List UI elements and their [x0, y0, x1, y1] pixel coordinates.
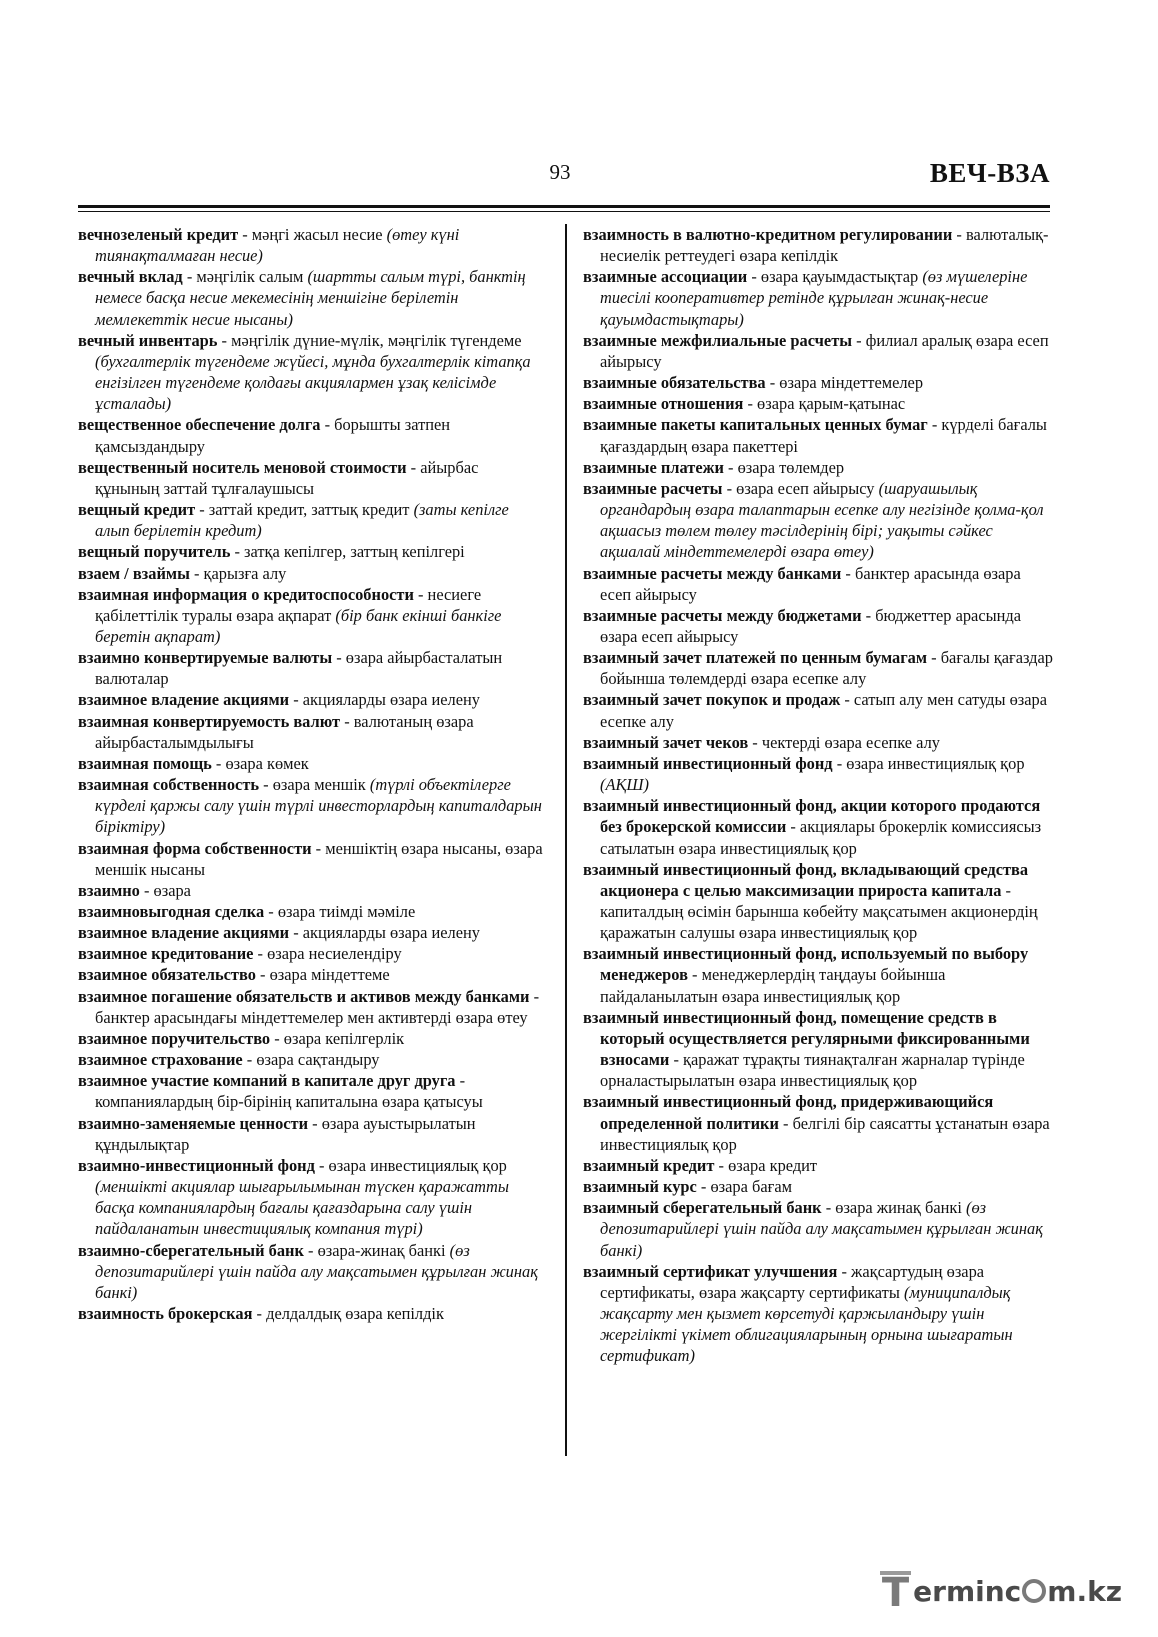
entry-term: взаимные пакеты капитальных ценных бумаг [583, 415, 928, 435]
entry-definition: - белгілі бір саясатты ұстанатын өзара инвестициялық қор [600, 1113, 1050, 1154]
dictionary-entry [78, 964, 546, 985]
entry-note: (шартты салым түрі, банктің немесе басқа несие мекемесінің меншігіне берілетін мемлекеттік несие нысаны) [95, 267, 526, 329]
entry-term: вещественное обеспечение долга [78, 415, 321, 435]
entry-definition: - өзара төлемдер [723, 457, 845, 477]
entry-definition: - өзара кредит [714, 1155, 818, 1175]
dictionary-entry [583, 266, 1053, 329]
dictionary-entry [78, 1303, 546, 1324]
entry-definition: - затқа кепілгер, заттың кепілгері [230, 542, 465, 562]
entry-term: взаимный курс [583, 1177, 697, 1197]
entry-definition: - акцияларды өзара иелену [289, 923, 480, 943]
dictionary-entry [78, 986, 546, 1028]
dictionary-entry [78, 1113, 546, 1155]
dictionary-entry [78, 1240, 546, 1303]
entry-term: взаимный инвестиционный фонд [583, 753, 833, 773]
entry-definition: - делдалдық өзара кепілдік [252, 1303, 444, 1323]
entry-definition: - өзара кепілгерлік [270, 1028, 405, 1048]
dictionary-entry [78, 1070, 546, 1112]
entry-term: взаимный сберегательный банк [583, 1198, 822, 1218]
dictionary-entry [78, 838, 546, 880]
entry-definition: - бағалы қағаздар бойынша төлемдерді өзара есепке алу [600, 648, 1053, 689]
entry-term: взаимный зачет покупок и продаж [583, 690, 841, 710]
entry-term: вещественный носитель меновой стоимости [78, 457, 407, 477]
entry-definition: - бюджеттер арасында өзара есеп айырысу [600, 605, 1022, 646]
dictionary-entry [583, 393, 1053, 414]
entry-term: взаимная собственность [78, 775, 260, 795]
entry-definition: - өзара жинақ банкі [821, 1198, 966, 1218]
entry-term: взаимно-инвестиционный фонд [78, 1155, 315, 1175]
dictionary-entry [78, 224, 546, 266]
dictionary-entry [78, 584, 546, 647]
dictionary-entry [78, 563, 546, 584]
entry-definition: - мәңгі жасыл несие [238, 225, 387, 244]
dictionary-entry [78, 1049, 546, 1070]
entry-term: взаимная информация о кредитоспособности [78, 584, 414, 604]
dictionary-entry [78, 711, 546, 753]
entry-definition: - сатып алу мен сатуды өзара есепке алу [600, 690, 1047, 731]
dictionary-entry [78, 880, 546, 901]
dictionary-entry [583, 1007, 1053, 1092]
entry-term: взаимный зачет платежей по ценным бумагам [583, 648, 928, 668]
entry-note: (түрлі объектілерге күрделі қаржы салу үшін түрлі инвесторлардың капиталдарын біріктіру) [95, 775, 542, 837]
entry-definition: - валютаның өзара айырбасталымдылығы [95, 711, 474, 752]
left-column [78, 224, 546, 1324]
entry-definition: - несиеге қабілеттілік туралы өзара ақпарат [95, 584, 482, 625]
dictionary-entry [78, 689, 546, 710]
dictionary-entry [78, 1155, 546, 1240]
entry-definition: - өзара бағам [696, 1177, 792, 1197]
entry-term: взаимные обязательства [583, 373, 766, 393]
entry-definition: - меншіктің өзара нысаны, өзара меншік нысаны [95, 838, 543, 879]
entry-definition: - банктер арасындағы міндеттемелер мен активтерді өзара өтеу [95, 986, 540, 1027]
entry-definition: - өзара міндеттемелер [765, 373, 924, 393]
dictionary-entry [583, 943, 1053, 1006]
entry-term: взаимный инвестиционный фонд, придерживающийся определенной политики [583, 1092, 994, 1133]
entry-term: вещный кредит [78, 500, 196, 520]
entry-note: (меншікті акциялар шығарылымынан түскен қаражатты басқа компаниялардың бағалы қағаздарына салу үшін пайдаланатын инвестициялық компания түрі) [95, 1177, 509, 1239]
entry-definition: - өзара сақтандыру [242, 1050, 380, 1070]
entry-definition: - өзара қауымдастықтар [747, 267, 923, 287]
dictionary-entry [78, 753, 546, 774]
entry-term: взаимное обязательство [78, 965, 256, 985]
entry-term: взаимное поручительство [78, 1028, 271, 1048]
entry-term: взаимные расчеты между банками [583, 563, 842, 583]
entry-definition: - мәңгілік салым [182, 267, 308, 287]
entry-definition: - компаниялардың бір-бірінің капиталына өзара қатысуы [95, 1071, 483, 1112]
entry-definition: - өзара тиімді мәміле [264, 902, 416, 921]
entry-note: (бухгалтерлік түгендеме жүйесі, мұнда бухгалтерлік кітапқа енгізілген түгендеме қолдағы акциялармен ұзақ келісімде ұсталады) [95, 351, 531, 414]
entry-term: взаимно конвертируемые валюты [78, 648, 333, 668]
dictionary-entry [78, 922, 546, 943]
entry-term: взаимные платежи [583, 457, 724, 477]
entry-note: (өз депозитарийлері үшін пайда алу мақсатымен құрылған жинақ банкі) [95, 1240, 538, 1302]
entry-term: взаимные ассоциации [583, 267, 748, 287]
entry-definition: - өзара-жинақ банкі [303, 1240, 450, 1260]
entry-term: взаем / взаймы [78, 563, 190, 583]
dictionary-entry [583, 372, 1053, 393]
entry-term: взаимный инвестиционный фонд, помещение средств в который осуществляется регулярными фиксированными взносами [583, 1007, 1030, 1070]
entry-definition: - өзара айырбасталатын валюталар [95, 648, 503, 689]
entry-note: (өтеу күні тиянақталмаған несие) [95, 225, 460, 266]
logo-letter-t: T [881, 1570, 910, 1616]
entry-term: взаимные расчеты [583, 478, 723, 498]
entry-term: взаимный кредит [583, 1155, 715, 1175]
entry-definition: - акциялары брокерлік комиссиясыз сатылатын өзара инвестициялық қор [600, 817, 1042, 858]
entry-term: взаимные расчеты между бюджетами [583, 605, 862, 625]
entry-definition: - заттай кредит, заттық кредит [195, 500, 414, 520]
entry-definition: - өзара инвестициялық қор [314, 1155, 507, 1175]
entry-term: взаимно-заменяемые ценности [78, 1113, 309, 1133]
running-head: ВЕЧ-ВЗА [929, 158, 1050, 188]
entry-term: взаимное владение акциями [78, 690, 290, 710]
dictionary-entry [583, 224, 1053, 266]
dictionary-entry [583, 563, 1053, 605]
entry-term: взаимность брокерская [78, 1303, 253, 1323]
entry-definition: - өзара көмек [211, 753, 309, 773]
entry-term: взаимное участие компаний в капитале друг друга [78, 1071, 456, 1091]
entry-definition: - мәңгілік дүние-мүлік, мәңгілік түгендеме [217, 330, 522, 350]
entry-note: (өз депозитарийлері үшін пайда алу мақсатымен құрылған жинақ банкі) [600, 1198, 1043, 1260]
dictionary-entry [78, 414, 546, 456]
entry-definition: - өзара несиелендіру [253, 944, 402, 964]
dictionary-entry [583, 1155, 1053, 1176]
header-rule-thin [78, 211, 1050, 212]
column-divider [565, 224, 567, 1456]
entry-term: взаимный инвестиционный фонд, вкладывающий средства акционера с целью максимизации прироста капитала [583, 859, 1029, 900]
entry-term: вечнозеленый кредит [78, 225, 239, 244]
dictionary-entry [583, 859, 1053, 944]
dictionary-entry [583, 795, 1053, 858]
entry-term: взаимная помощь [78, 753, 212, 773]
entry-note: (бір банк екінші банкіге беретін ақпарат) [95, 605, 502, 646]
entry-definition: - жақсартудың өзара сертификаты, өзара жақсарту сертификаты [600, 1261, 985, 1302]
entry-definition: - өзара міндеттеме [255, 965, 390, 985]
entry-term: взаимный инвестиционный фонд, акции которого продаются без брокерской комиссии [583, 796, 1041, 837]
entry-definition: - акцияларды өзара иелену [289, 690, 480, 710]
entry-term: взаимно-сберегательный банк [78, 1240, 304, 1260]
entry-term: взаимные межфилиальные расчеты [583, 330, 853, 350]
entry-term: взаимный инвестиционный фонд, используемый по выбору менеджеров [583, 944, 1029, 985]
entry-term: взаимное погашение обязательств и активов между банками [78, 986, 530, 1006]
dictionary-entry [583, 753, 1053, 795]
logo-text-start: erminc [913, 1574, 1022, 1608]
header-rule-thick [78, 205, 1050, 208]
entry-term: взаимный зачет чеков [583, 732, 749, 752]
entry-definition: - өзара [139, 880, 191, 900]
entry-term: взаимный сертификат улучшения [583, 1261, 838, 1281]
entry-definition: - өзара меншік [259, 775, 370, 795]
dictionary-entry [583, 1261, 1053, 1367]
entry-term: взаимное владение акциями [78, 923, 290, 943]
entry-term: взаимно [78, 880, 140, 900]
entry-note: (шаруашылық органдардың өзара талаптарын есепке алу негізінде қолма-қол ақшасыз төлем төлеу тәсілдерінің бірі; уақыты сәйкес ақшалай міндеттемелерді өзара өтеу) [600, 478, 1044, 562]
right-column [583, 224, 1053, 1366]
entry-definition: - қаражат тұрақты тиянақталған жарналар түрінде орналастырылатын өзара инвестициялық қор [600, 1050, 1025, 1091]
entry-definition: - қарызға алу [189, 563, 287, 583]
entry-note: (өз мүшелеріне тиесілі кооперативтер ретінде құрылған жинақ-несие қауымдастықтары) [600, 267, 1028, 329]
entry-note: (АҚШ) [600, 775, 649, 795]
dictionary-entry [583, 478, 1053, 563]
dictionary-entry [583, 414, 1053, 456]
dictionary-entry [583, 1091, 1053, 1154]
dictionary-entry [583, 732, 1053, 753]
dictionary-entry [78, 901, 546, 922]
entry-definition: - чектерді өзара есепке алу [748, 732, 940, 752]
entry-term: взаимная конвертируемость валют [78, 711, 341, 731]
entry-term: вещный поручитель [78, 542, 231, 562]
entry-note: (заты кепілге алып берілетін кредит) [95, 500, 509, 541]
entry-definition: - өзара қарым-қатынас [743, 394, 906, 414]
entry-term: взаимность в валютно-кредитном регулировании [583, 225, 953, 244]
dictionary-entry [78, 943, 546, 964]
entry-term: вечный вклад [78, 267, 183, 287]
dictionary-entry [583, 689, 1053, 731]
dictionary-entry [78, 499, 546, 541]
page-number: 93 [549, 160, 571, 184]
dictionary-entry [78, 774, 546, 837]
dictionary-entry [78, 457, 546, 499]
entry-term: взаимные отношения [583, 394, 744, 414]
entry-term: взаимная форма собственности [78, 838, 312, 858]
entry-definition: - айырбас құнының заттай тұлғалаушысы [95, 457, 479, 498]
dictionary-entry [583, 1197, 1053, 1260]
entry-term: взаимновыгодная сделка [78, 902, 265, 921]
dictionary-entry [583, 605, 1053, 647]
entry-term: взаимное кредитование [78, 944, 254, 964]
entry-definition: - өзара есеп айырысу [722, 478, 879, 498]
entry-definition: - валюталық-несиелік реттеудегі өзара кепілдік [600, 225, 1049, 266]
entry-note: (муниципалдық жақсарту мен қызмет көрсетуді қаржыландыру үшін жергілікті үкімет облигацияларының орнына шығаратын сертификат) [600, 1282, 1013, 1366]
dictionary-entry [78, 541, 546, 562]
dictionary-entry [583, 330, 1053, 372]
entry-definition: - күрделі бағалы қағаздардың өзара пакеттері [600, 415, 1047, 456]
dictionary-entry [78, 266, 546, 329]
entry-definition: - менеджерлердің таңдауы бойынша пайдаланылатын өзара инвестициялық қор [600, 965, 946, 1006]
entry-term: взаимное страхование [78, 1050, 243, 1070]
dictionary-entry [583, 457, 1053, 478]
logo-o-ring-icon [1022, 1579, 1046, 1603]
dictionary-entry [583, 1176, 1053, 1197]
entry-definition: - капиталдың өсімін барынша көбейту мақсатымен акционердің қаражатын салушы өзара инвестициялық қор [600, 880, 1038, 943]
entry-term: вечный инвентарь [78, 330, 218, 350]
entry-definition: - филиал аралық өзара есеп айырысу [600, 330, 1049, 371]
entry-definition: - банктер арасында өзара есеп айырысу [600, 563, 1021, 604]
dictionary-entry [583, 647, 1053, 689]
entry-definition: - борышты затпен қамсыздандыру [95, 415, 451, 456]
entry-definition: - өзара инвестициялық қор [832, 753, 1025, 773]
terminkom-logo [880, 1570, 1122, 1616]
entry-definition: - өзара ауыстырылатын құндылықтар [95, 1113, 476, 1154]
dictionary-entry [78, 330, 546, 415]
dictionary-entry [78, 1028, 546, 1049]
dictionary-entry [78, 647, 546, 689]
logo-text-end: m.kz [1047, 1574, 1122, 1608]
